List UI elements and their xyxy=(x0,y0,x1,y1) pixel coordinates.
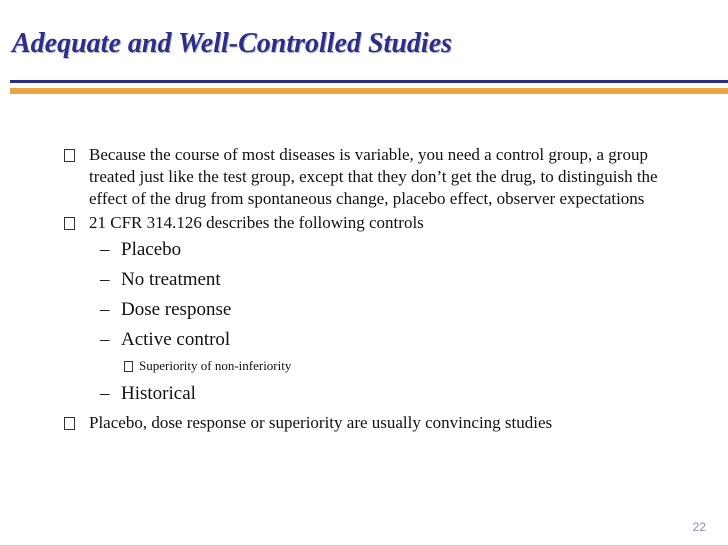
bullet-cfr-controls xyxy=(64,212,684,234)
slide-title: Adequate and Well-Controlled Studies xyxy=(12,28,453,59)
bullet-text: 21 CFR 314.126 describes the following controls xyxy=(89,213,424,232)
sub-bullet-text: No treatment xyxy=(121,269,221,290)
bullet-text: Placebo, dose response or superiority are usually convincing studies xyxy=(89,413,553,432)
title-rule-blue xyxy=(10,80,728,83)
bullet-marker-icon xyxy=(64,149,75,162)
bullet-convincing-studies xyxy=(64,412,684,434)
dash-marker: – xyxy=(100,269,110,290)
sub-bullet-text: Historical xyxy=(121,383,196,404)
sub-bullet-historical xyxy=(100,380,684,408)
dash-marker: – xyxy=(100,383,110,404)
sub-sub-bullet-text: Superiority of non-inferiority xyxy=(139,358,292,373)
bullet-text: Because the course of most diseases is variable, you need a control group, a group treated just like the test group, except that they don’t get the drug, to distinguish the effect of the drug from spontaneous change, placebo effect, observer expectations xyxy=(89,145,658,208)
sub-bullet-text: Dose response xyxy=(121,299,232,320)
dash-marker: – xyxy=(100,329,110,350)
sub-bullet-placebo xyxy=(100,236,684,264)
sub-bullet-text: Active control xyxy=(121,329,231,350)
title-rule-orange xyxy=(10,88,728,94)
sub-bullet-dose-response xyxy=(100,296,684,324)
sub-bullet-no-treatment xyxy=(100,266,684,294)
sub-bullet-text: Placebo xyxy=(121,239,182,260)
bullet-marker-icon xyxy=(64,217,75,230)
slide-content xyxy=(64,144,684,436)
dash-marker: – xyxy=(100,239,110,260)
bullet-marker-icon xyxy=(124,361,133,372)
sub-bullet-active-control xyxy=(100,326,684,354)
bullet-marker-icon xyxy=(64,417,75,430)
dash-marker: – xyxy=(100,299,110,320)
page-number: 22 xyxy=(692,520,706,534)
sub-sub-bullet-superiority xyxy=(124,356,684,376)
bullet-control-group xyxy=(64,144,684,210)
